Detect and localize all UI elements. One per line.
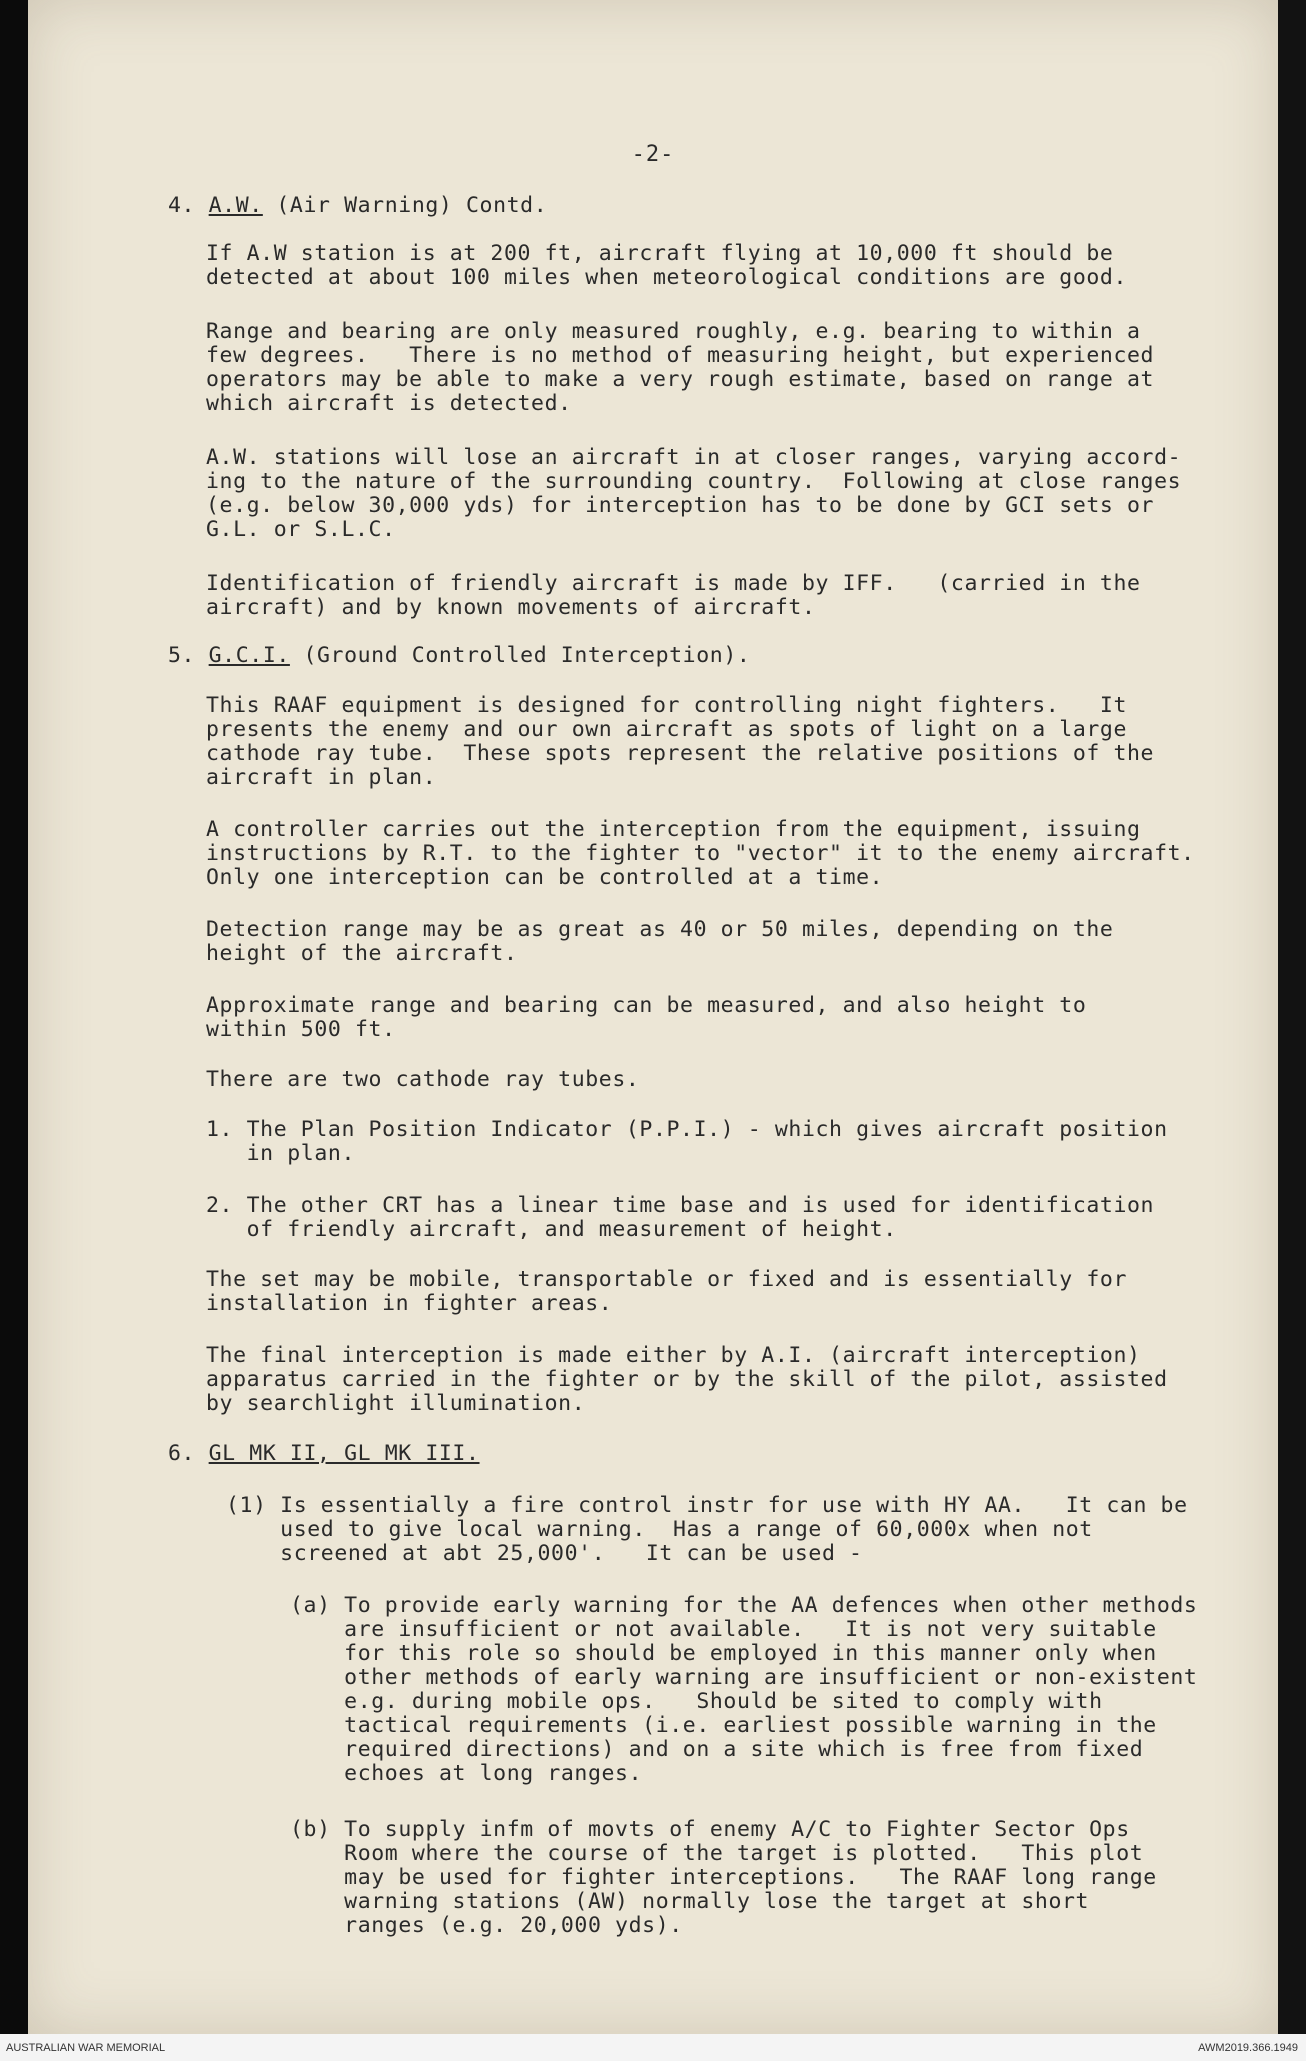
section-4-heading: 4. A.W. (Air Warning) Contd.	[168, 193, 548, 218]
list-item-line: 1. The Plan Position Indicator (P.P.I.) - which gives aircraft position	[206, 1117, 1168, 1142]
subitem-line: tactical requirements (i.e. earliest possible warning in the	[290, 1713, 1157, 1738]
subitem-line: echoes at long ranges.	[290, 1761, 643, 1786]
paragraph-line: which aircraft is detected.	[206, 391, 572, 416]
scan-border	[1278, 0, 1306, 2034]
paragraph-line: Identification of friendly aircraft is made by IFF. (carried in the	[206, 571, 1141, 596]
paragraph-line: This RAAF equipment is designed for controlling night fighters. It	[206, 693, 1127, 718]
paragraph-line: ing to the nature of the surrounding country. Following at close ranges	[206, 469, 1182, 494]
footer-institution: AUSTRALIAN WAR MEMORIAL	[6, 2042, 166, 2054]
subitem-line: warning stations (AW) normally lose the target at short	[290, 1889, 1090, 1914]
paragraph-line: detected at about 100 miles when meteorological conditions are good.	[206, 265, 1127, 290]
paragraph-line: height of the aircraft.	[206, 941, 518, 966]
paragraph-line: There are two cathode ray tubes.	[206, 1067, 640, 1092]
paragraph-line: few degrees. There is no method of measuring height, but experienced	[206, 343, 1155, 368]
paragraph-line: installation in fighter areas.	[206, 1291, 613, 1316]
paragraph-line: presents the enemy and our own aircraft as spots of light on a large	[206, 717, 1127, 742]
item-line: used to give local warning. Has a range of 60,000x when not	[226, 1517, 1093, 1542]
subitem-line: (a) To provide early warning for the AA defences when other methods	[290, 1593, 1198, 1618]
subitem-line: ranges (e.g. 20,000 yds).	[290, 1913, 683, 1938]
paragraph-line: (e.g. below 30,000 yds) for interception has to be done by GCI sets or	[206, 493, 1155, 518]
section-5-heading: 5. G.C.I. (Ground Controlled Interception).	[168, 643, 751, 668]
document-page	[28, 0, 1278, 2034]
paragraph-line: Approximate range and bearing can be measured, and also height to	[206, 993, 1087, 1018]
paragraph-line: aircraft) and by known movements of aircraft.	[206, 595, 816, 620]
list-item-line: 2. The other CRT has a linear time base and is used for identification	[206, 1193, 1155, 1218]
subitem-line: other methods of early warning are insufficient or non-existent	[290, 1665, 1198, 1690]
archive-footer	[0, 2034, 1306, 2061]
subitem-line: Room where the course of the target is plotted. This plot	[290, 1841, 1144, 1866]
paragraph-line: within 500 ft.	[206, 1017, 396, 1042]
subitem-line: (b) To supply infm of movts of enemy A/C to Fighter Sector Ops	[290, 1817, 1130, 1842]
subitem-line: required directions) and on a site which is free from fixed	[290, 1737, 1144, 1762]
paragraph-line: A controller carries out the interception from the equipment, issuing	[206, 817, 1141, 842]
paragraph-line: apparatus carried in the fighter or by the skill of the pilot, assisted	[206, 1367, 1168, 1392]
paragraph-line: cathode ray tube. These spots represent the relative positions of the	[206, 741, 1155, 766]
paragraph-line: If A.W station is at 200 ft, aircraft flying at 10,000 ft should be	[206, 241, 1114, 266]
list-item-line: of friendly aircraft, and measurement of height.	[206, 1217, 897, 1242]
subitem-line: may be used for fighter interceptions. The RAAF long range	[290, 1865, 1157, 1890]
paragraph-line: by searchlight illumination.	[206, 1391, 586, 1416]
paragraph-line: Range and bearing are only measured roughly, e.g. bearing to within a	[206, 319, 1141, 344]
subitem-line: are insufficient or not available. It is not very suitable	[290, 1617, 1157, 1642]
paragraph-line: Detection range may be as great as 40 or 50 miles, depending on the	[206, 917, 1114, 942]
footer-accession-number: AWM2019.366.1949	[1198, 2042, 1298, 2054]
list-item-line: in plan.	[206, 1141, 355, 1166]
section-6-heading: 6. GL MK II, GL MK III.	[168, 1441, 480, 1466]
page-number: -2-	[631, 142, 675, 167]
paragraph-line: aircraft in plan.	[206, 765, 437, 790]
paragraph-line: instructions by R.T. to the fighter to "vector" it to the enemy aircraft.	[206, 841, 1195, 866]
paragraph-line: G.L. or S.L.C.	[206, 517, 396, 542]
paragraph-line: The final interception is made either by A.I. (aircraft interception)	[206, 1343, 1141, 1368]
item-line: (1) Is essentially a fire control instr for use with HY AA. It can be	[226, 1493, 1188, 1518]
subitem-line: for this role so should be employed in this manner only when	[290, 1641, 1157, 1666]
paragraph-line: The set may be mobile, transportable or fixed and is essentially for	[206, 1267, 1127, 1292]
paragraph-line: operators may be able to make a very rough estimate, based on range at	[206, 367, 1155, 392]
paragraph-line: Only one interception can be controlled at a time.	[206, 865, 884, 890]
item-line: screened at abt 25,000'. It can be used -	[226, 1541, 863, 1566]
paragraph-line: A.W. stations will lose an aircraft in at closer ranges, varying accord-	[206, 445, 1182, 470]
subitem-line: e.g. during mobile ops. Should be sited to comply with	[290, 1689, 1103, 1714]
